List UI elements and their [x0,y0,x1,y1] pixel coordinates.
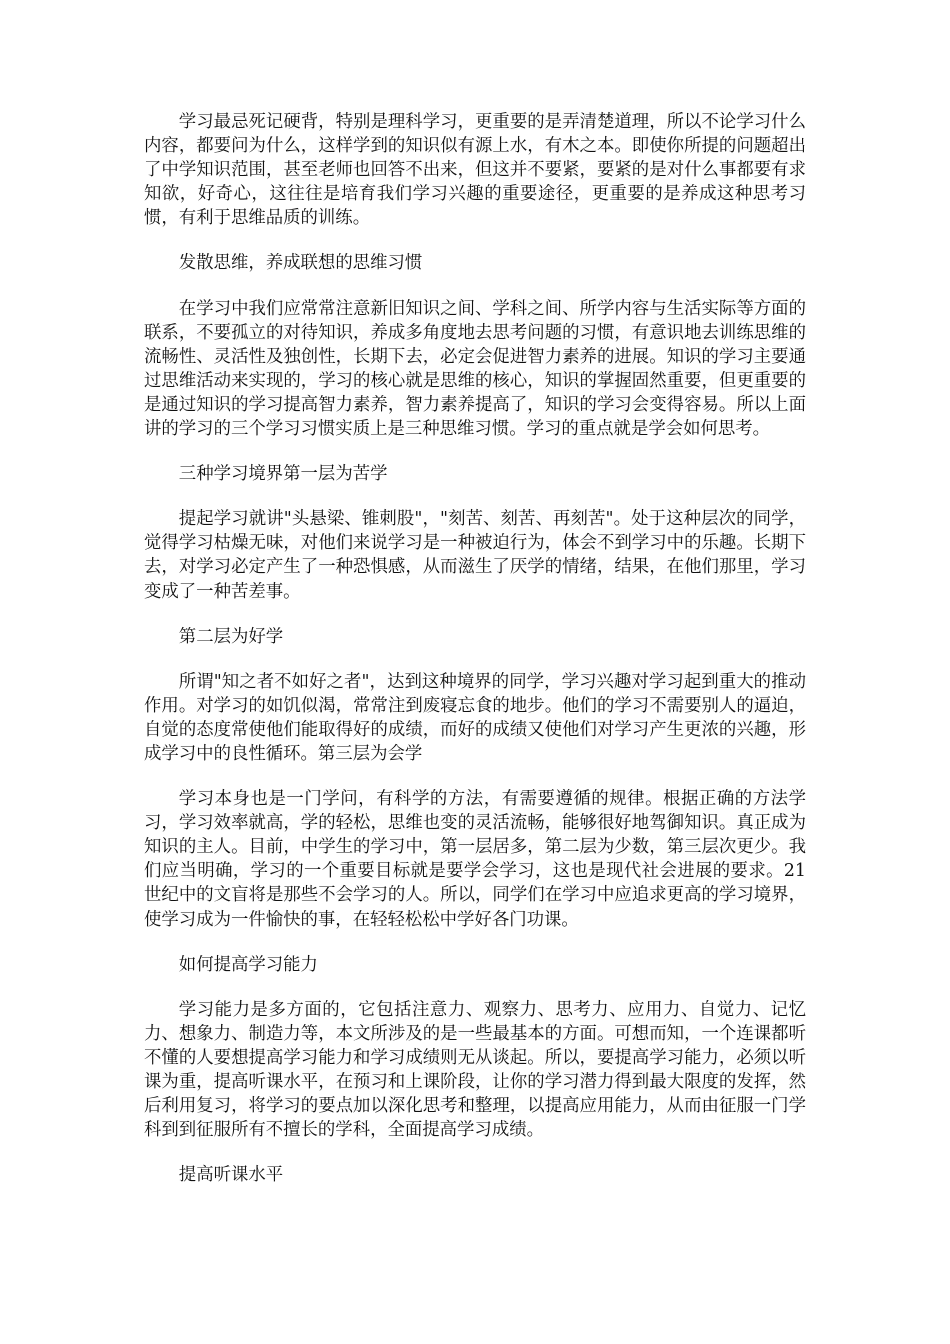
paragraph-knowledge-connections: 在学习中我们应常常注意新旧知识之间、学科之间、所学内容与生活实际等方面的联系，不要孤立的对待知识，养成多角度地去思考问题的习惯，有意识地去训练思维的流畅性、灵活性及独创性，长期下去，必定会促进智力素养的进展。知识的学习主要通过思维活动来实现的，学习的核心就是思维的核心，知识的掌握固然重要，但更重要的是通过知识的学习提高智力素养，智力素养提高了，知识的学习会变得容易。所以上面讲的学习的三个学习习惯实质上是三种思维习惯。学习的重点就是学会如何思考。 [144,298,806,440]
document-body [144,110,806,1208]
paragraph-learning-ability: 学习能力是多方面的，它包括注意力、观察力、思考力、应用力、自觉力、记忆力、想象力、制造力等，本文所涉及的是一些最基本的方面。可想而知，一个连课都听不懂的人要想提高学习能力和学习成绩则无从谈起。所以，要提高学习能力，必须以听课为重，提高听课水平，在预习和上课阶段，让你的学习潜力得到最大限度的发挥，然后利用复习，将学习的要点加以深化思考和整理，以提高应用能力，从而由征服一门学科到到征服所有不擅长的学科，全面提高学习成绩。 [144,999,806,1141]
heading-improve-learning-ability: 如何提高学习能力 [178,954,318,975]
paragraph-rote-learning: 学习最忌死记硬背，特别是理科学习，更重要的是弄清楚道理，所以不论学习什么内容，都要问为什么，这样学到的知识似有源上水，有木之本。即使你所提的问题超出了中学知识范围，甚至老师也回答不出来，但这并不要紧，要紧的是对什么事都要有求知欲，好奇心，这往往是培育我们学习兴趣的重要途径，更重要的是养成这种思考习惯，有利于思维品质的训练。 [144,112,806,229]
paragraph-love-of-learning: 所谓"知之者不如好之者"，达到这种境界的同学，学习兴趣对学习起到重大的推动作用。对学习的如饥似渴，常常注到废寝忘食的地步。他们的学习不需要别人的逼迫，自觉的态度常使他们能取得好的成绩，而好的成绩又使他们对学习产生更浓的兴趣，形成学习中的良性循环。第三层为会学 [144,671,806,764]
heading-divergent-thinking: 发散思维，养成联想的思维习惯 [178,253,423,274]
heading-three-levels-hard-study: 三种学习境界第一层为苦学 [178,464,388,485]
heading-love-of-learning: 第二层为好学 [178,626,284,647]
heading-improve-listening: 提高听课水平 [178,1165,284,1186]
paragraph-hard-study: 提起学习就讲"头悬梁、锥刺股"，"刻苦、刻苦、再刻苦"。处于这种层次的同学，觉得学习枯燥无味，对他们来说学习是一种被迫行为，体会不到学习中的乐趣。长期下去，对学习必定产生了一种恐惧感，从而滋生了厌学的情绪，结果，在他们那里，学习变成了一种苦差事。 [144,509,806,602]
paragraph-learning-how-to-learn: 学习本身也是一门学问，有科学的方法，有需要遵循的规律。根据正确的方法学习，学习效率就高，学的轻松，思维也变的灵活流畅，能够很好地驾御知识。真正成为知识的主人。目前，中学生的学习中，第一层居多，第二层为少数，第三层次更少。我们应当明确，学习的一个重要目标就是要学会学习，这也是现代社会进展的要求。21世纪中的文盲将是那些不会学习的人。所以，同学们在学习中应追求更高的学习境界，使学习成为一件愉快的事，在轻轻松松中学好各门功课。 [144,789,806,930]
